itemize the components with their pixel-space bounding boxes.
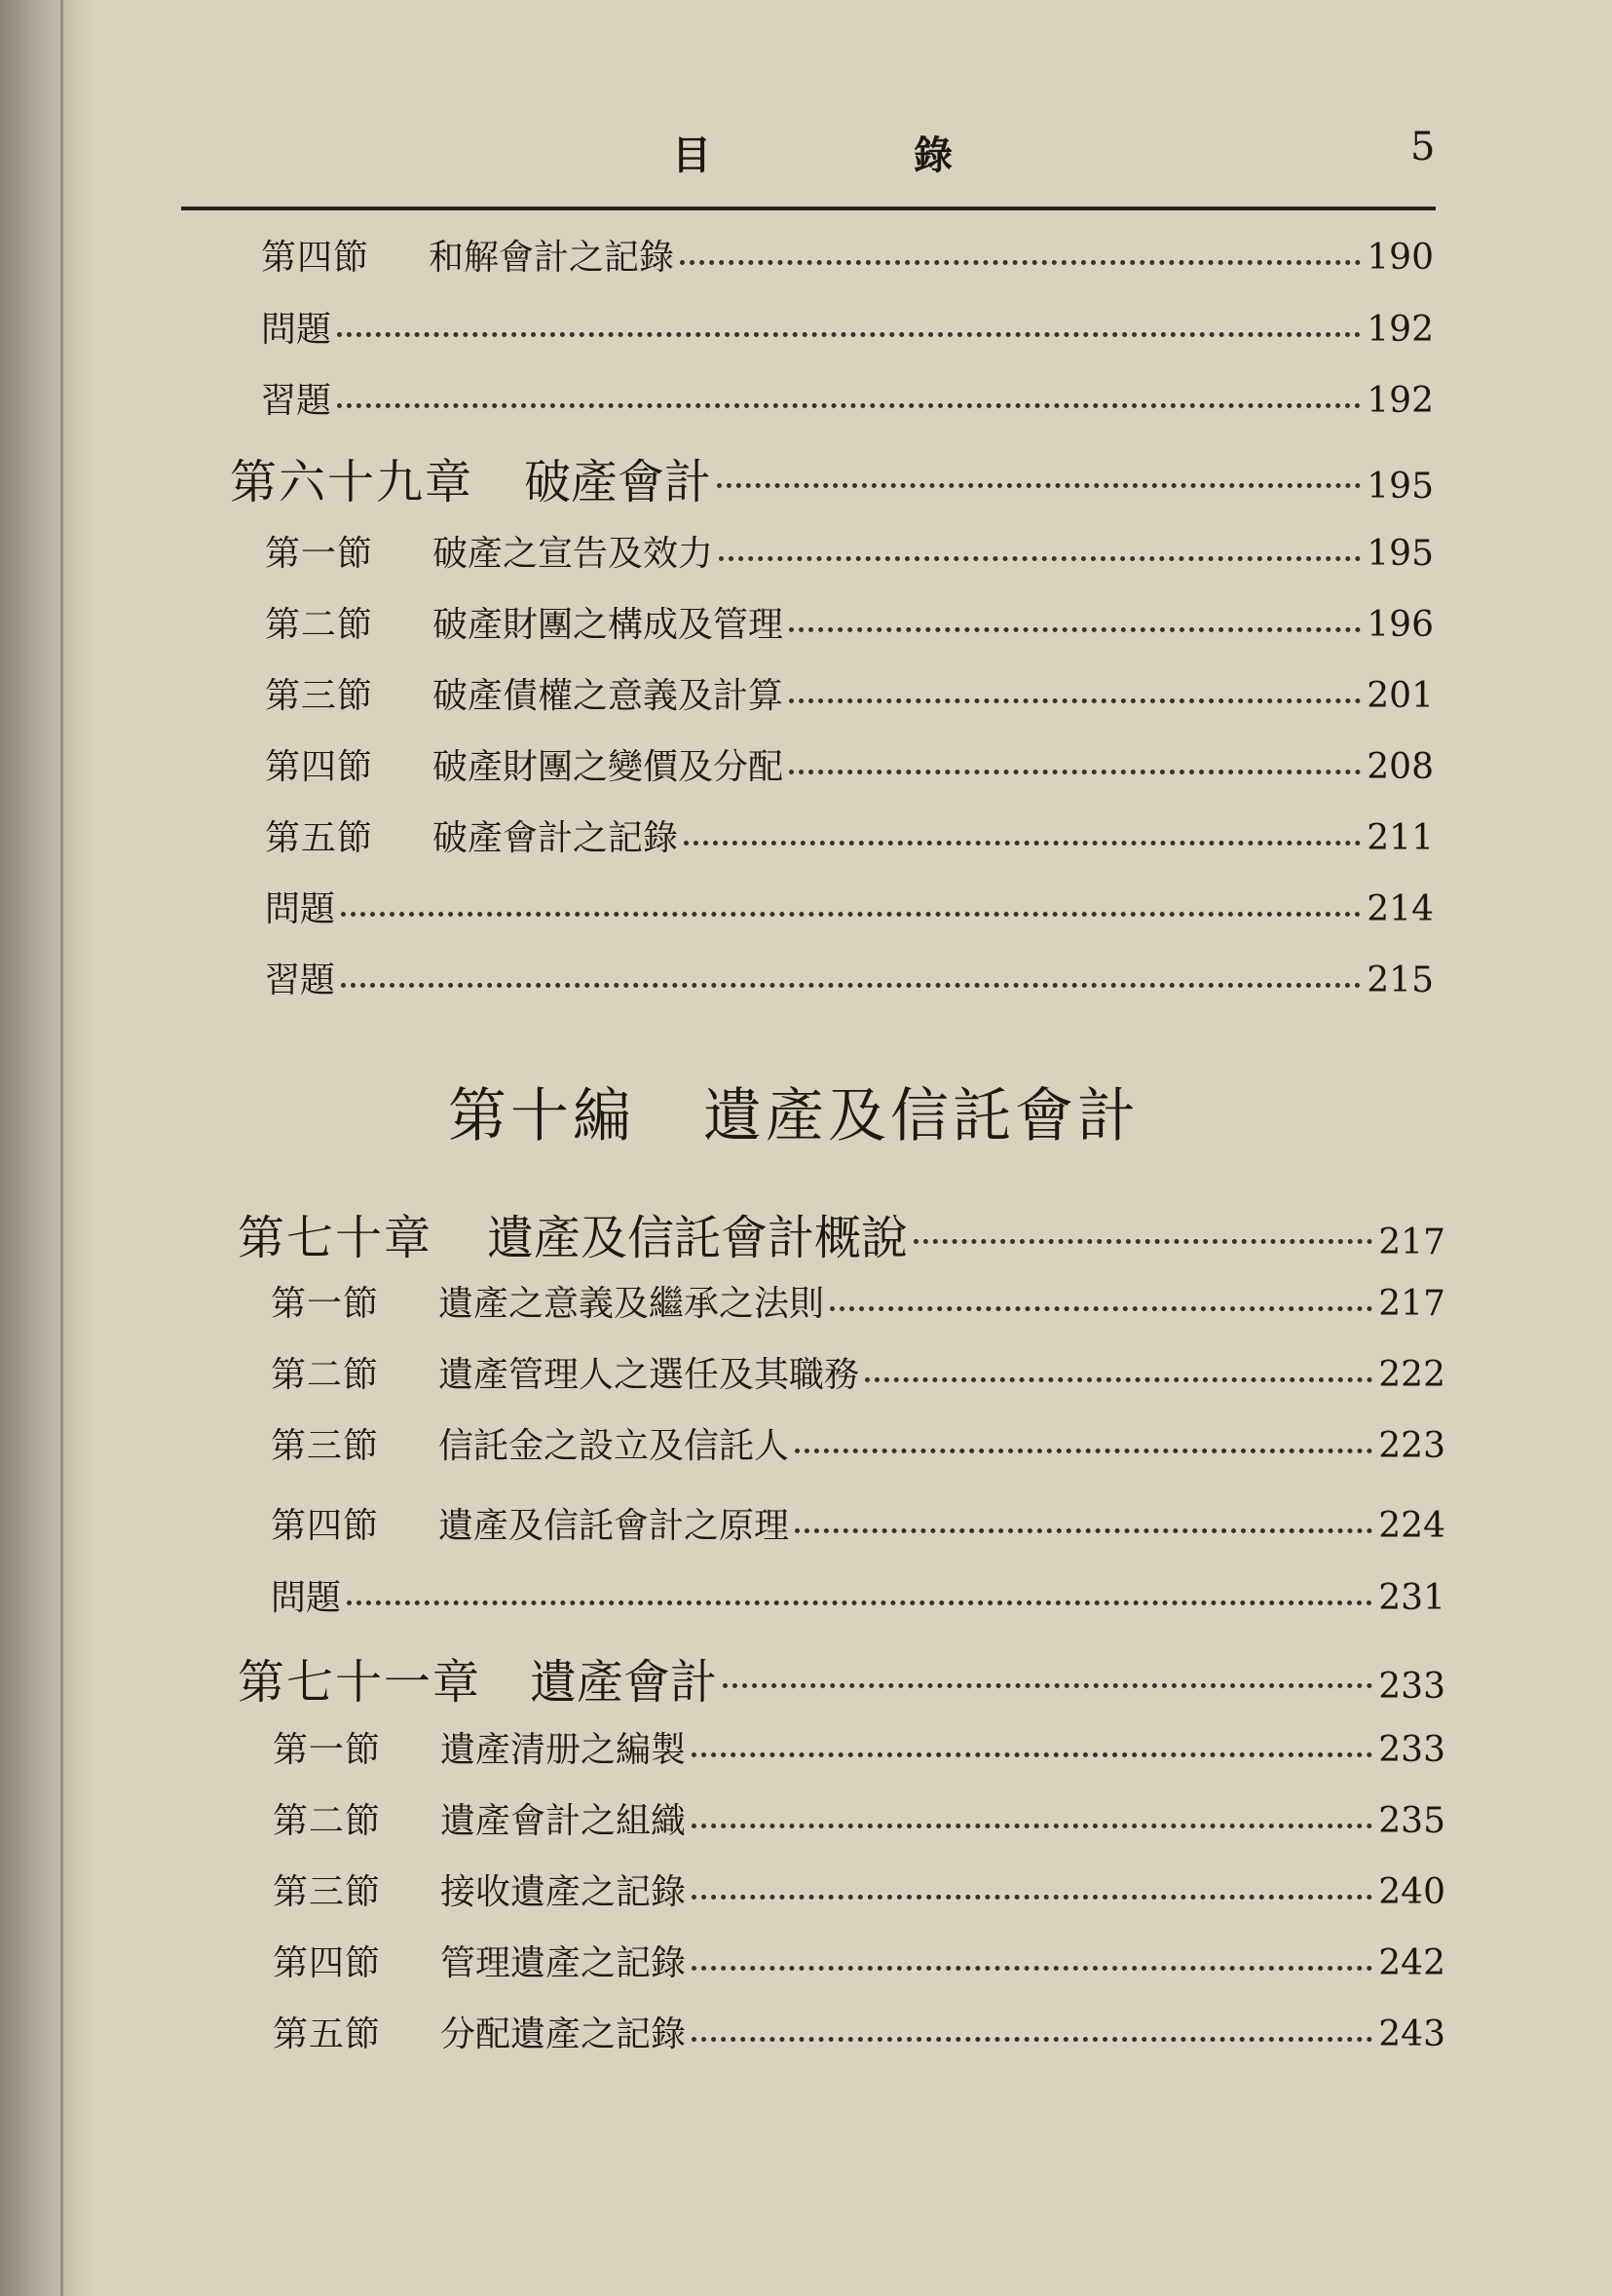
- part-label: 第十編: [448, 1082, 635, 1150]
- page-ref: 201: [1367, 676, 1434, 716]
- toc-entry-section[interactable]: [265, 739, 1434, 789]
- entry-title: 破產會計之記錄: [432, 818, 679, 858]
- toc-entry-section[interactable]: [273, 2007, 1445, 2056]
- page-ref: 222: [1378, 1355, 1445, 1395]
- entry-title: 和解會計之記錄: [429, 238, 675, 278]
- page-ref: 215: [1367, 960, 1434, 1000]
- toc-entry-section[interactable]: [273, 1936, 1445, 1985]
- section-label: 第四節: [271, 1506, 380, 1546]
- page-ref: 217: [1378, 1223, 1445, 1262]
- toc-entry-questions[interactable]: [265, 882, 1434, 931]
- toc-entry-section[interactable]: [273, 1722, 1445, 1772]
- entry-title: 問題: [265, 889, 336, 929]
- dot-leader: [337, 403, 1361, 408]
- page-title-char: 目: [672, 132, 713, 178]
- toc-entry-chapter[interactable]: [238, 1644, 1445, 1712]
- toc-entry-section[interactable]: [271, 1347, 1445, 1397]
- dot-leader: [341, 912, 1361, 917]
- toc-entry-section[interactable]: [271, 1276, 1445, 1326]
- page-ref: 235: [1378, 1801, 1445, 1841]
- toc-entry-section[interactable]: [265, 526, 1434, 576]
- dot-leader: [684, 841, 1361, 846]
- entry-title: 遺產會計之組織: [440, 1801, 687, 1841]
- dot-leader: [680, 260, 1361, 265]
- dot-leader: [692, 1966, 1372, 1971]
- page-ref: 211: [1367, 818, 1434, 858]
- page-title: [672, 125, 955, 180]
- toc-entry-chapter[interactable]: [238, 1200, 1445, 1267]
- entry-title: 分配遺產之記錄: [440, 2014, 687, 2054]
- chapter-label: 第七十章: [238, 1211, 433, 1265]
- section-label: 第四節: [265, 747, 374, 787]
- page-ref: 231: [1378, 1578, 1445, 1618]
- dot-leader: [830, 1306, 1372, 1311]
- toc-entry-section[interactable]: [261, 230, 1434, 280]
- entry-title: 破產財團之變價及分配: [432, 747, 784, 787]
- dot-leader: [717, 483, 1361, 488]
- section-label: 第一節: [273, 1730, 382, 1770]
- page-number: 5: [1410, 125, 1436, 169]
- section-label: 第三節: [271, 1426, 380, 1466]
- entry-title: 習題: [261, 381, 332, 421]
- part-heading[interactable]: [448, 1070, 1140, 1153]
- toc-entry-section[interactable]: [273, 1793, 1445, 1843]
- page-ref: 224: [1378, 1506, 1445, 1546]
- dot-leader: [341, 983, 1361, 988]
- entry-title: 破產債權之意義及計算: [432, 676, 784, 716]
- section-label: 第四節: [261, 238, 370, 278]
- dot-leader: [692, 1824, 1372, 1828]
- section-label: 第二節: [271, 1355, 380, 1395]
- entry-title: 習題: [265, 960, 336, 1000]
- section-label: 第三節: [273, 1872, 382, 1912]
- dot-leader: [337, 332, 1361, 337]
- page-ref: 233: [1378, 1667, 1445, 1707]
- dot-leader: [789, 698, 1361, 703]
- page-ref: 190: [1367, 238, 1434, 278]
- page-ref: 242: [1378, 1943, 1445, 1983]
- page-ref: 196: [1367, 605, 1434, 645]
- header-rule: [181, 207, 1436, 210]
- dot-leader: [789, 627, 1361, 632]
- toc-entry-section[interactable]: [271, 1498, 1445, 1548]
- dot-leader: [789, 770, 1361, 774]
- page-ref: 223: [1378, 1426, 1445, 1466]
- dot-leader: [795, 1449, 1372, 1453]
- entry-title: 遺產之意義及繼承之法則: [438, 1284, 825, 1324]
- toc-entry-section[interactable]: [265, 597, 1434, 647]
- entry-title: 接收遺產之記錄: [440, 1872, 687, 1912]
- entry-title: 破產財團之構成及管理: [432, 605, 784, 645]
- entry-title: 破產會計: [524, 455, 712, 509]
- page-ref: 208: [1367, 747, 1434, 787]
- page-ref: 243: [1378, 2014, 1445, 2054]
- section-label: 第五節: [273, 2014, 382, 2054]
- section-label: 第二節: [265, 605, 374, 645]
- section-label: 第一節: [265, 534, 374, 574]
- section-label: 第二節: [273, 1801, 382, 1841]
- entry-title: 遺產及信託會計概說: [487, 1211, 909, 1265]
- dot-leader: [692, 1752, 1372, 1757]
- page-ref: 240: [1378, 1872, 1445, 1912]
- toc-entry-section[interactable]: [265, 810, 1434, 860]
- entry-title: 破產之宣告及效力: [432, 534, 714, 574]
- dot-leader: [914, 1239, 1372, 1244]
- page-ref: 233: [1378, 1730, 1445, 1770]
- toc-entry-questions[interactable]: [271, 1570, 1445, 1620]
- dot-leader: [795, 1528, 1372, 1533]
- entry-title: 遺產及信託會計之原理: [438, 1506, 790, 1546]
- dot-leader: [719, 556, 1361, 561]
- dot-leader: [723, 1683, 1372, 1688]
- dot-leader: [865, 1377, 1372, 1382]
- dot-leader: [347, 1600, 1372, 1605]
- toc-entry-questions[interactable]: [261, 302, 1434, 352]
- chapter-label: 第七十一章: [238, 1655, 482, 1710]
- page-ref: 195: [1367, 467, 1434, 507]
- section-label: 第四節: [273, 1943, 382, 1983]
- section-label: 第五節: [265, 818, 374, 858]
- section-label: 第三節: [265, 676, 374, 716]
- entry-title: 問題: [261, 310, 332, 350]
- entry-title: 遺產會計: [530, 1655, 718, 1710]
- toc-entry-exercises[interactable]: [261, 373, 1434, 423]
- entry-title: 遺產管理人之選任及其職務: [438, 1355, 860, 1395]
- page-ref: 192: [1367, 381, 1434, 421]
- chapter-label: 第六十九章: [230, 455, 474, 509]
- page-ref: 217: [1378, 1284, 1445, 1324]
- part-title: 遺產及信託會計: [703, 1082, 1140, 1150]
- page-ref: 214: [1367, 889, 1434, 929]
- page-ref: 195: [1367, 534, 1434, 574]
- entry-title: 問題: [271, 1578, 342, 1618]
- toc-entry-section[interactable]: [265, 668, 1434, 718]
- entry-title: 管理遺產之記錄: [440, 1943, 687, 1983]
- dot-leader: [692, 2037, 1372, 2042]
- page-ref: 192: [1367, 310, 1434, 350]
- toc-entry-section[interactable]: [271, 1418, 1445, 1468]
- toc-entry-chapter[interactable]: [230, 444, 1434, 511]
- toc-entry-section[interactable]: [273, 1864, 1445, 1914]
- dot-leader: [692, 1895, 1372, 1900]
- entry-title: 遺產清册之編製: [440, 1730, 687, 1770]
- toc-entry-exercises[interactable]: [265, 953, 1434, 1002]
- section-label: 第一節: [271, 1284, 380, 1324]
- entry-title: 信託金之設立及信託人: [438, 1426, 790, 1466]
- page-title-char: 錄: [914, 132, 955, 178]
